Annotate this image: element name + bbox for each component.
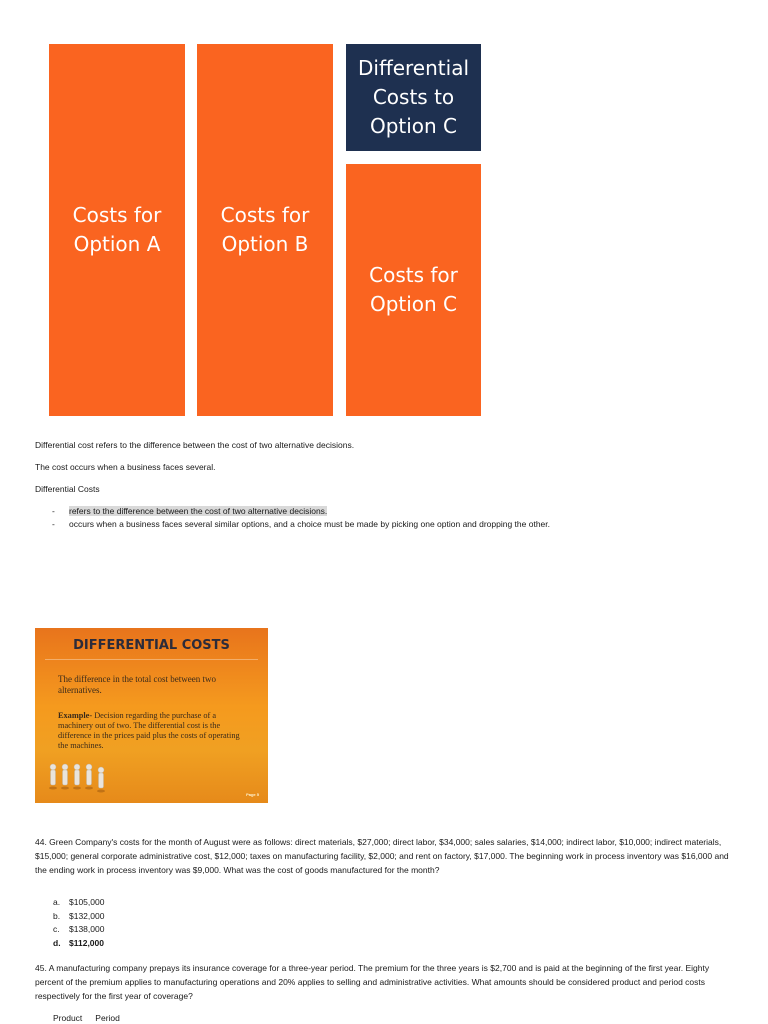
product-column-header: Product: [53, 1013, 83, 1023]
answer-option-d: [53, 937, 104, 951]
differential-costs-box: Differential Costs to Option C: [346, 44, 481, 151]
answer-option-c: [53, 923, 104, 937]
question-44-options: [53, 896, 104, 950]
option-letter: c.: [53, 924, 60, 934]
occurrence-paragraph: The cost occurs when a business faces several.: [35, 462, 216, 472]
product-period-headers: [53, 1013, 120, 1023]
option-letter: a.: [53, 897, 61, 907]
bullet-text: occurs when a business faces several similar options, and a choice must be made by picking one option and dropping the other.: [69, 519, 551, 529]
slide-divider: [45, 659, 258, 660]
option-value: $105,000: [69, 897, 105, 907]
bullet-marker: -: [52, 506, 55, 516]
slide-page-number: Page 5: [246, 792, 259, 797]
people-figures-icon: [45, 761, 115, 799]
definition-paragraph: Differential cost refers to the difference between the cost of two alternative decisions.: [35, 440, 355, 450]
option-letter: b.: [53, 910, 61, 921]
slide-definition: The difference in the total cost between two alternatives.: [58, 674, 217, 695]
costs-option-c-box: Costs for Option C: [346, 164, 481, 416]
list-item: [52, 518, 550, 531]
costs-option-a-box: Costs for Option A: [49, 44, 185, 416]
option-letter: d.: [53, 937, 61, 948]
question-45-text: 45. A manufacturing company prepays its insurance coverage for a three-year period. The premium for the three years is $2,700 and is paid at the beginning of the first year. Eighty percent of the premium applies to manufacturing operations and 20% applies to selling and administrative activities. What amounts should be considered product and period costs respectively for the first year of coverage?: [35, 963, 710, 1001]
section-heading: Differential Costs: [35, 484, 100, 494]
highlighted-text: refers to the difference between the cost of two alternative decisions.: [69, 506, 328, 516]
slide-title: DIFFERENTIAL COSTS: [73, 638, 230, 653]
answer-option-b: [53, 910, 104, 924]
answer-option-a: [53, 896, 104, 910]
differential-costs-slide-image: [35, 628, 268, 803]
definition-bullet-list: [52, 505, 550, 531]
option-value: $138,000: [69, 924, 105, 934]
option-value: $132,000: [69, 910, 105, 921]
slide-example: [58, 711, 248, 751]
slide-example-text: Decision regarding the purchase of a machinery out of two. The differential cost is the difference in the prices paid plus the costs of operating the machines.: [58, 711, 240, 750]
option-value: $112,000: [69, 937, 104, 948]
period-column-header: Period: [95, 1013, 120, 1023]
list-item: [52, 505, 550, 518]
question-44-text: 44. Green Company's costs for the month of August were as follows: direct materials, $27,000; direct labor, $34,000; sales salaries, $14,000; indirect labor, $10,000; indirect materials, $15,000; general corporate administrative cost, $12,000; taxes on manufacturing facility, $2,000; and rent on factory, $17,000. The beginning work in process inventory was $16,000 and the ending work in process inventory was $9,000. What was the cost of goods manufactured for the month?: [35, 837, 729, 875]
costs-option-b-box: Costs for Option B: [197, 44, 333, 416]
slide-example-label: Example-: [58, 711, 93, 720]
bullet-marker: -: [52, 519, 55, 529]
